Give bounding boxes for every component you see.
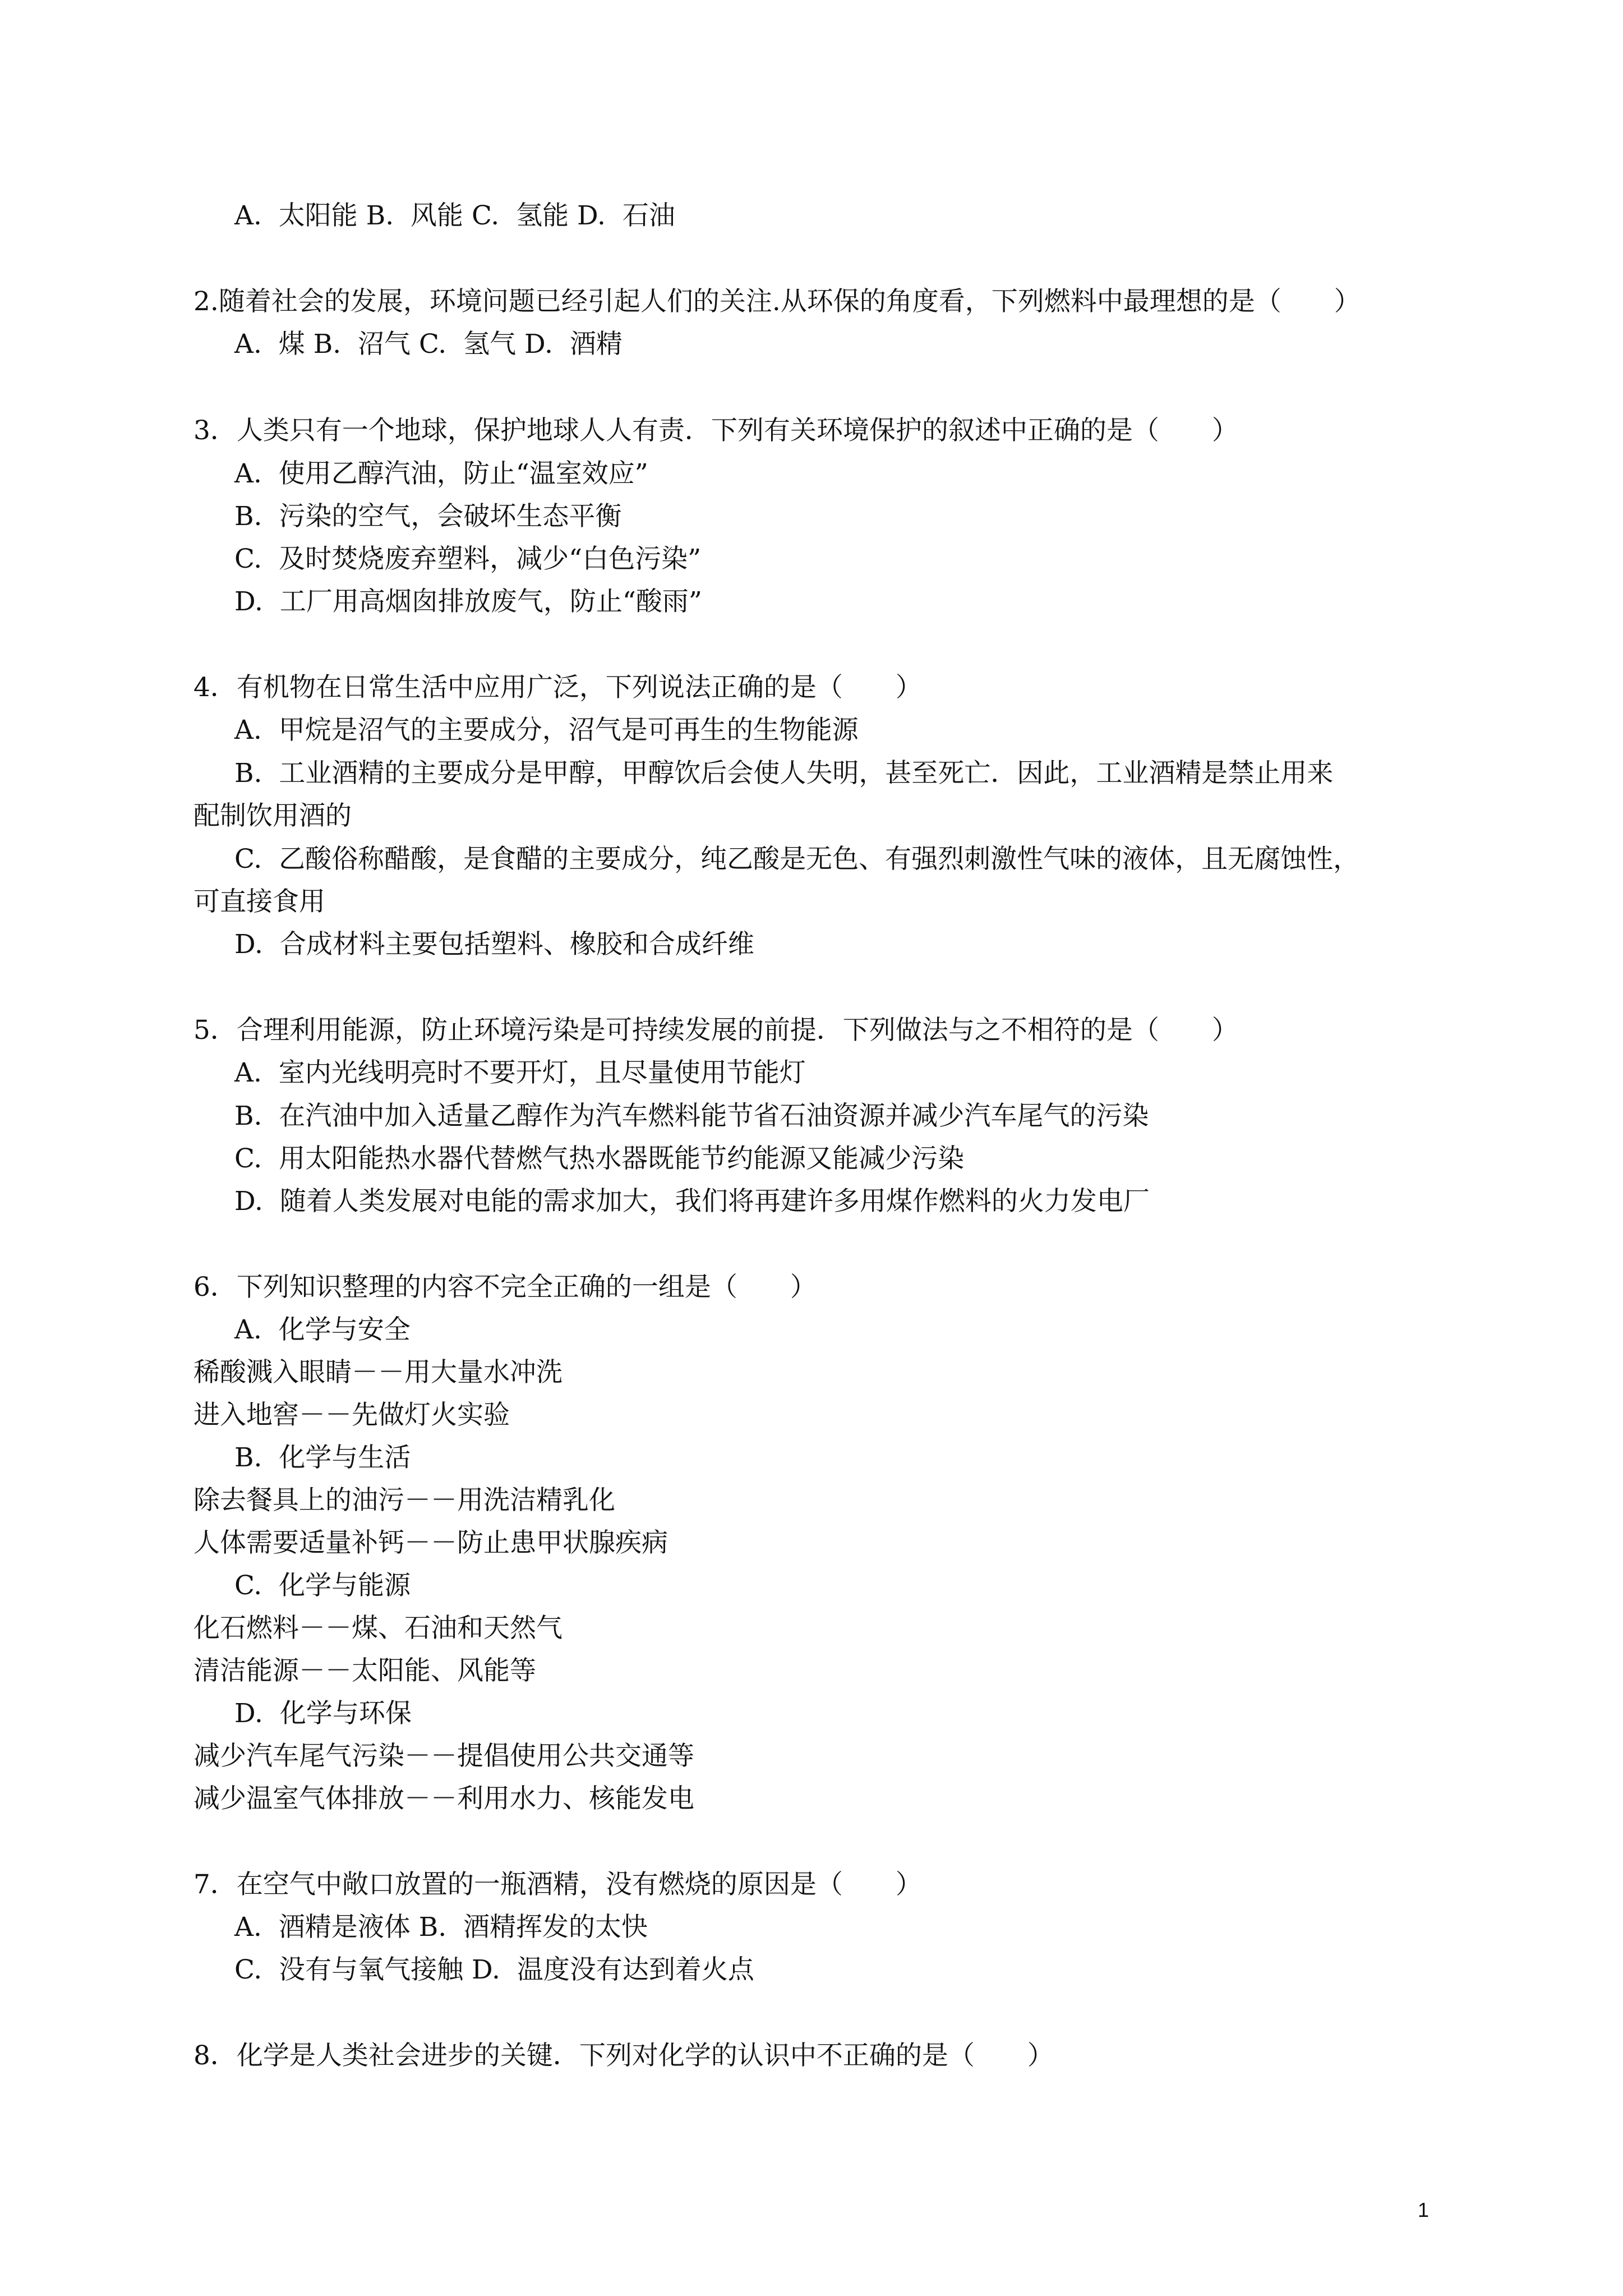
q6-option-c-item-1: 化石燃料－－煤、石油和天然气: [193, 1613, 562, 1644]
q5-option-b: B. 在汽油中加入适量乙醇作为汽车燃料能节省石油资源并减少汽车尾气的污染: [234, 1101, 1149, 1131]
q6-option-d-item-2: 减少温室气体排放－－利用水力、核能发电: [193, 1783, 694, 1814]
q6-option-d-item-1: 减少汽车尾气污染－－提倡使用公共交通等: [193, 1741, 694, 1772]
q4-option-b: B. 工业酒精的主要成分是甲醇，甲醇饮后会使人失明，甚至死亡．因此，工业酒精是禁止用来: [234, 758, 1334, 789]
q3-option-d: D. 工厂用高烟囱排放废气，防止“酸雨”: [234, 586, 702, 617]
q1-options-line: A. 太阳能 B. 风能 C. 氢能 D. 石油: [234, 200, 675, 231]
q6-option-b-item-2: 人体需要适量补钙－－防止患甲状腺疾病: [193, 1527, 668, 1558]
q4-option-c: C. 乙酸俗称醋酸，是食醋的主要成分，纯乙酸是无色、有强烈刺激性气味的液体，且无腐蚀性，: [234, 844, 1360, 875]
q3-question: 3．人类只有一个地球，保护地球人人有责．下列有关环境保护的叙述中正确的是（ ）: [193, 415, 1238, 446]
q8-question: 8．化学是人类社会进步的关键．下列对化学的认识中不正确的是（ ）: [193, 2040, 1054, 2071]
q6-question: 6．下列知识整理的内容不完全正确的一组是（ ）: [193, 1272, 817, 1303]
q4-question: 4．有机物在日常生活中应用广泛，下列说法正确的是（ ）: [193, 672, 922, 703]
q7-question: 7．在空气中敞口放置的一瓶酒精，没有燃烧的原因是（ ）: [193, 1869, 922, 1900]
q6-option-a-item-2: 进入地窖－－先做灯火实验: [193, 1400, 510, 1430]
q7-options-line-1: A. 酒精是液体 B. 酒精挥发的太快: [234, 1912, 648, 1943]
q4-option-c-continued: 可直接食用: [193, 886, 325, 917]
q6-option-a: A. 化学与安全: [234, 1314, 411, 1345]
q6-option-a-item-1: 稀酸溅入眼睛－－用大量水冲洗: [193, 1357, 562, 1388]
q3-option-a: A. 使用乙醇汽油，防止“温室效应”: [234, 458, 648, 489]
q6-option-b: B. 化学与生活: [234, 1442, 411, 1473]
q7-options-line-2: C. 没有与氧气接触 D. 温度没有达到着火点: [234, 1954, 754, 1985]
q4-option-a: A. 甲烷是沼气的主要成分，沼气是可再生的生物能源: [234, 715, 859, 746]
q3-option-c: C. 及时焚烧废弃塑料，减少“白色污染”: [234, 544, 702, 574]
q4-option-b-continued: 配制饮用酒的: [193, 800, 352, 831]
q6-option-d: D. 化学与环保: [234, 1698, 412, 1729]
q4-option-d: D. 合成材料主要包括塑料、橡胶和合成纤维: [234, 929, 754, 960]
q6-option-c-item-2: 清洁能源－－太阳能、风能等: [193, 1655, 536, 1686]
q5-option-c: C. 用太阳能热水器代替燃气热水器既能节约能源又能减少污染: [234, 1143, 965, 1174]
q6-option-c: C. 化学与能源: [234, 1570, 411, 1601]
q5-question: 5．合理利用能源，防止环境污染是可持续发展的前提．下列做法与之不相符的是（ ）: [193, 1015, 1238, 1046]
q3-option-b: B. 污染的空气，会破坏生态平衡: [234, 501, 622, 532]
page-number: 1: [1418, 2198, 1430, 2221]
q5-option-a: A. 室内光线明亮时不要开灯，且尽量使用节能灯: [234, 1057, 806, 1088]
q6-option-b-item-1: 除去餐具上的油污－－用洗洁精乳化: [193, 1485, 615, 1516]
q2-options-line: A. 煤 B. 沼气 C. 氢气 D. 酒精: [234, 329, 623, 360]
q2-question: 2.随着社会的发展，环境问题已经引起人们的关注.从环保的角度看，下列燃料中最理想的是（ ）: [193, 286, 1361, 317]
q5-option-d: D. 随着人类发展对电能的需求加大，我们将再建许多用煤作燃料的火力发电厂: [234, 1186, 1150, 1217]
